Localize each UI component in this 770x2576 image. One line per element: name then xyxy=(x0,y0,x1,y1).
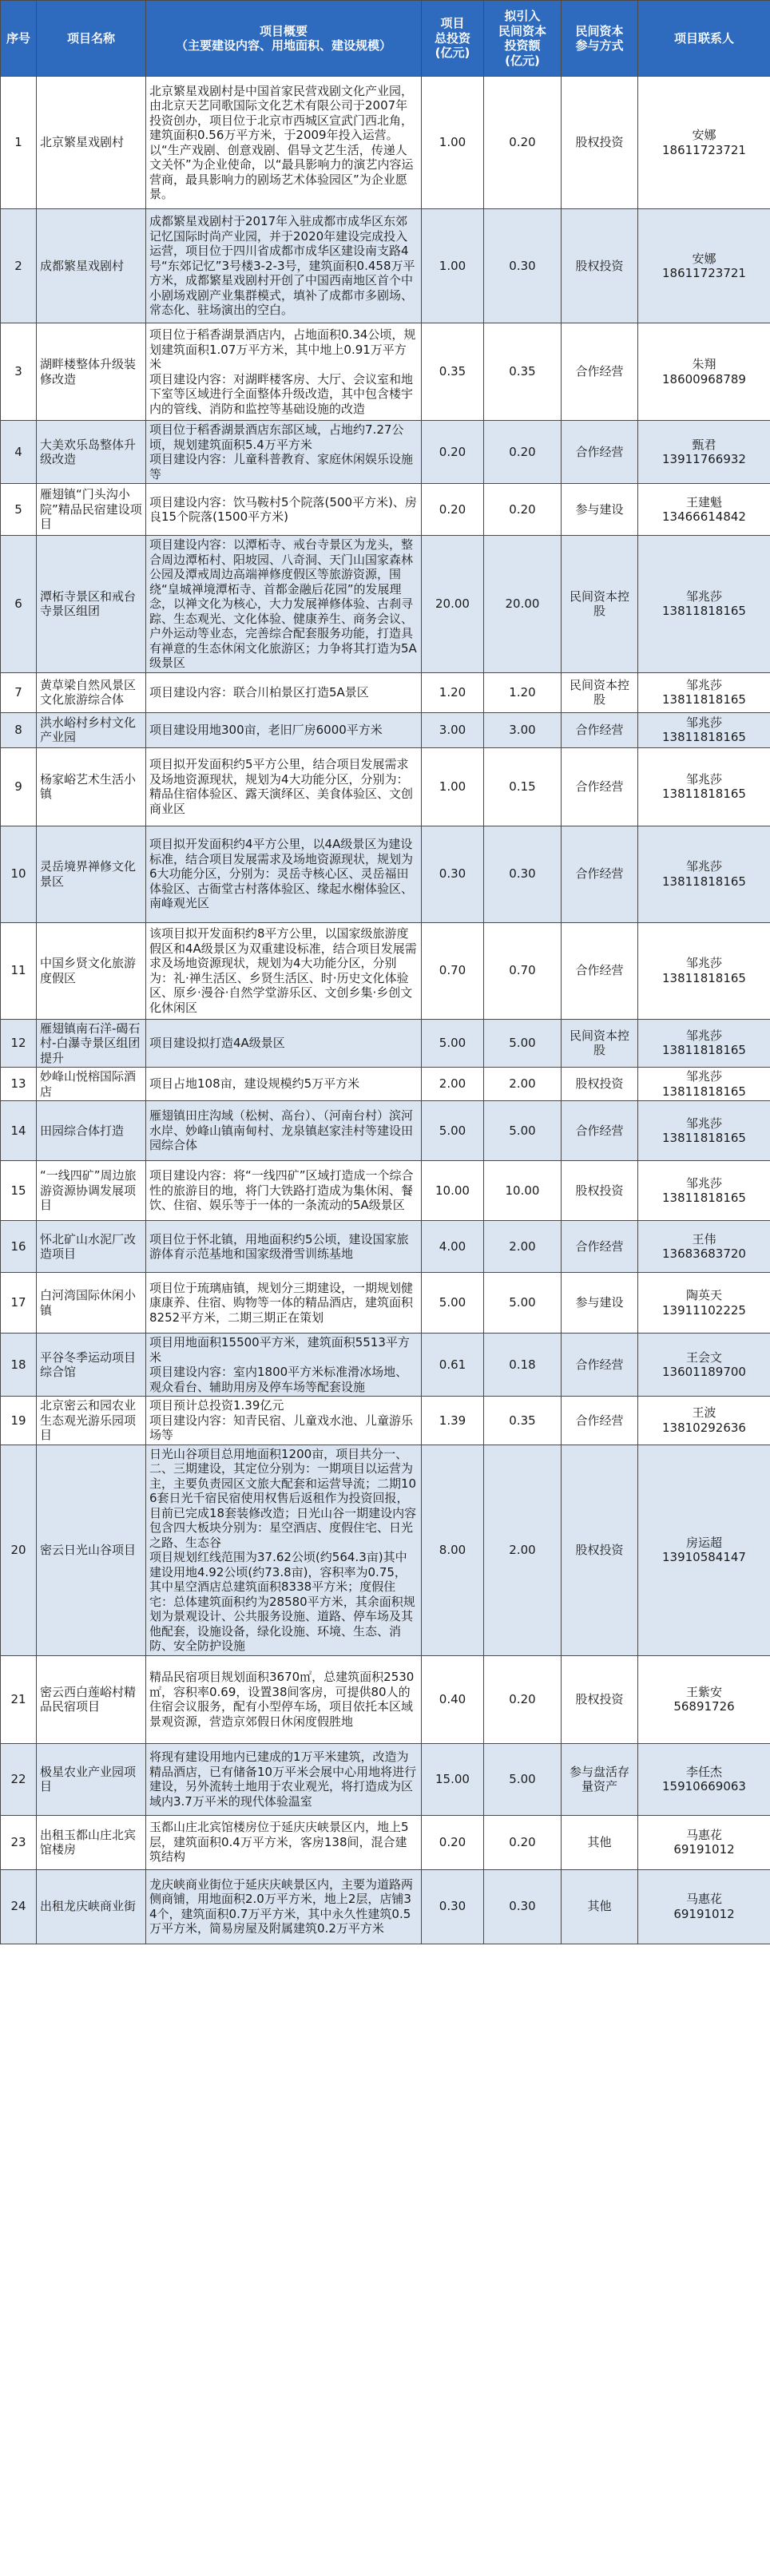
total-investment: 1.00 xyxy=(422,209,484,323)
total-investment: 0.70 xyxy=(422,922,484,1019)
project-name: 田园综合体打造 xyxy=(37,1101,146,1161)
contact-name: 甄君 xyxy=(692,437,716,452)
private-capital-amount: 1.20 xyxy=(484,672,562,712)
contact-name: 王紫安 xyxy=(685,1684,722,1699)
total-investment: 0.61 xyxy=(422,1334,484,1397)
row-number: 3 xyxy=(1,323,37,421)
table-row xyxy=(1,1221,770,1273)
contact-name: 邹兆莎 xyxy=(685,1028,722,1043)
contact-phone: 13683683720 xyxy=(662,1246,746,1261)
contact-name: 邹兆莎 xyxy=(685,859,722,874)
total-investment: 0.30 xyxy=(422,826,484,922)
header-row xyxy=(1,1,770,77)
contact-name: 邹兆莎 xyxy=(685,1069,722,1084)
participation-mode: 参与建设 xyxy=(562,484,638,536)
participation-mode: 合作经营 xyxy=(562,1101,638,1161)
contact-name: 房运超 xyxy=(685,1535,722,1550)
project-summary: 项目建设拟打造4A级景区 xyxy=(146,1019,422,1068)
participation-mode: 参与建设 xyxy=(562,1273,638,1334)
table-row xyxy=(1,747,770,826)
private-capital-amount: 0.70 xyxy=(484,922,562,1019)
contact-phone: 69191012 xyxy=(673,1906,735,1921)
header-name: 项目名称 xyxy=(37,1,146,77)
contact-person xyxy=(638,209,770,323)
project-name: 密云西白莲峪村精品民宿项目 xyxy=(37,1655,146,1743)
table-row xyxy=(1,421,770,484)
contact-phone: 13811818165 xyxy=(662,1191,746,1205)
private-capital-amount: 0.35 xyxy=(484,323,562,421)
project-summary: 该项目拟开发面积约8平方公里，以国家级旅游度假区和4A级景区为双重建设标准，结合项目发展需求及场地资源现状，规划为4大功能分区，分别为：礼·禅生活区、乡贤生活区、时·历史文化体验区、原乡·漫谷·自然学堂游乐区、文创乡集·乡创文化休闲区 xyxy=(146,922,422,1019)
participation-mode: 股权投资 xyxy=(562,1161,638,1221)
row-number: 13 xyxy=(1,1068,37,1101)
participation-mode: 民间资本控股 xyxy=(562,536,638,673)
total-investment: 1.00 xyxy=(422,77,484,209)
project-summary: 玉都山庄北宾馆楼房位于延庆庆峡景区内，地上5层，建筑面积0.4万平方米，客房138间，混合建筑结构 xyxy=(146,1815,422,1869)
contact-phone: 13601189700 xyxy=(662,1365,746,1379)
project-summary: 项目建设内容：饮马鞍村5个院落(500平方米)、房良15个院落(1500平方米) xyxy=(146,484,422,536)
contact-person xyxy=(638,1869,770,1944)
table-row xyxy=(1,712,770,747)
row-number: 4 xyxy=(1,421,37,484)
participation-mode: 合作经营 xyxy=(562,1397,638,1445)
project-summary: 项目建设用地300亩，老旧厂房6000平方米 xyxy=(146,712,422,747)
private-capital-amount: 20.00 xyxy=(484,536,562,673)
total-investment: 0.30 xyxy=(422,1869,484,1944)
contact-phone: 13811818165 xyxy=(662,1043,746,1058)
row-number: 11 xyxy=(1,922,37,1019)
table-row xyxy=(1,209,770,323)
total-investment: 0.20 xyxy=(422,1815,484,1869)
project-name: 杨家峪艺术生活小镇 xyxy=(37,747,146,826)
project-summary: 北京繁星戏剧村是中国首家民营戏剧文化产业园，由北京天艺同歌国际文化艺术有限公司于2007年投资创办，项目位于北京市西城区宣武门西北角，建筑面积0.56万平方米，于2009年投入运营。以“生产戏剧、创意戏剧、倡导文艺生活，传递人文关怀”为企业使命，以“最具影响力的演艺内容运营商，最具影响力的剧场艺术体验园区”为企业愿景。 xyxy=(146,77,422,209)
project-summary: 精品民宿项目规划面积3670㎡，总建筑面积2530㎡，容积率0.69，设置38间客房，可提供80人的住宿会议服务，配有小型停车场，项目依托本区域景观资源，营造京郊假日休闲度假胜地 xyxy=(146,1655,422,1743)
table-row xyxy=(1,922,770,1019)
project-summary: 项目位于稻香湖景酒店东部区域，占地约7.27公顷，规划建筑面积5.4万平方米 项目建设内容：儿童科普教育、家庭休闲娱乐设施等 xyxy=(146,421,422,484)
contact-phone: 13911102225 xyxy=(662,1302,746,1318)
contact-name: 安娜 xyxy=(692,128,716,142)
participation-mode: 合作经营 xyxy=(562,1334,638,1397)
total-investment: 1.00 xyxy=(422,747,484,826)
total-investment: 0.20 xyxy=(422,484,484,536)
project-name: 极星农业产业园项目 xyxy=(37,1743,146,1815)
project-name: “一线四矿”周边旅游资源协调发展项目 xyxy=(37,1161,146,1221)
project-name: 成都繁星戏剧村 xyxy=(37,209,146,323)
project-summary: 项目建设内容：联合川柏景区打造5A景区 xyxy=(146,672,422,712)
table-row xyxy=(1,1273,770,1334)
project-name: 潭柘寺景区和戒台寺景区组团 xyxy=(37,536,146,673)
total-investment: 1.20 xyxy=(422,672,484,712)
contact-phone: 13811818165 xyxy=(662,874,746,889)
contact-person xyxy=(638,747,770,826)
private-capital-amount: 0.30 xyxy=(484,209,562,323)
private-capital-amount: 2.00 xyxy=(484,1221,562,1273)
project-name: 湖畔楼整体升级装修改造 xyxy=(37,323,146,421)
contact-person xyxy=(638,77,770,209)
table-row xyxy=(1,1445,770,1655)
table-row xyxy=(1,1161,770,1221)
private-capital-amount: 0.20 xyxy=(484,421,562,484)
project-name: 出租玉都山庄北宾馆楼房 xyxy=(37,1815,146,1869)
contact-phone: 13811818165 xyxy=(662,730,746,744)
project-summary: 项目拟开发面积约5平方公里，结合项目发展需求及场地资源现状，规划为4大功能分区，分别为：精品住宿体验区、露天演绎区、美食体验区、文创商业区 xyxy=(146,747,422,826)
row-number: 5 xyxy=(1,484,37,536)
contact-name: 邹兆莎 xyxy=(685,771,722,787)
participation-mode: 股权投资 xyxy=(562,77,638,209)
contact-person xyxy=(638,672,770,712)
project-name: 出租龙庆峡商业街 xyxy=(37,1869,146,1944)
table-row xyxy=(1,826,770,922)
table-row xyxy=(1,1655,770,1743)
row-number: 12 xyxy=(1,1019,37,1068)
project-summary: 项目占地108亩，建设规模约5万平方米 xyxy=(146,1068,422,1101)
table-row xyxy=(1,77,770,209)
participation-mode: 参与盘活存量资产 xyxy=(562,1743,638,1815)
project-name: 大美欢乐岛整体升级改造 xyxy=(37,421,146,484)
total-investment: 3.00 xyxy=(422,712,484,747)
contact-name: 朱翔 xyxy=(692,357,716,371)
row-number: 10 xyxy=(1,826,37,922)
table-row xyxy=(1,1869,770,1944)
contact-name: 邹兆莎 xyxy=(685,715,722,730)
table-row xyxy=(1,1068,770,1101)
participation-mode: 其他 xyxy=(562,1815,638,1869)
total-investment: 0.40 xyxy=(422,1655,484,1743)
project-summary: 龙庆峡商业街位于延庆庆峡景区内，主要为道路两侧商铺，用地面积2.0万平方米，地上2层，店铺34个，建筑面积0.7万平方米，其中永久性建筑0.5万平方米，简易房屋及附属建筑0.2万平方米 xyxy=(146,1869,422,1944)
row-number: 24 xyxy=(1,1869,37,1944)
project-summary: 项目建设内容：以潭柘寺、戒台寺景区为龙头，整合周边潭柘村、阳坡园、八奇洞、天门山国家森林公园及潭戒周边高端禅修度假区等旅游资源，围绕“皇城禅境潭柘寺、首都金融后花园”的发展理念，以禅文化为核心，大力发展禅修体验、古刹寻踪、生态观光、文化体验、健康养生、商务会议、户外运动等业态，完善综合配套服务功能，打造具有禅意的生态休闲文化旅游区；力争将其打造为5A级景区 xyxy=(146,536,422,673)
table-row xyxy=(1,323,770,421)
contact-phone: 56891726 xyxy=(673,1699,735,1714)
private-capital-amount: 0.35 xyxy=(484,1397,562,1445)
contact-phone: 13811818165 xyxy=(662,604,746,619)
private-capital-amount: 0.20 xyxy=(484,77,562,209)
total-investment: 2.00 xyxy=(422,1068,484,1101)
row-number: 7 xyxy=(1,672,37,712)
total-investment: 0.35 xyxy=(422,323,484,421)
contact-phone: 13811818165 xyxy=(662,787,746,801)
contact-phone: 13910584147 xyxy=(662,1550,746,1564)
contact-name: 王波 xyxy=(692,1405,716,1421)
participation-mode: 股权投资 xyxy=(562,209,638,323)
participation-mode: 股权投资 xyxy=(562,1068,638,1101)
row-number: 17 xyxy=(1,1273,37,1334)
table-row xyxy=(1,484,770,536)
contact-person xyxy=(638,1655,770,1743)
private-capital-amount: 0.15 xyxy=(484,747,562,826)
participation-mode: 民间资本控股 xyxy=(562,672,638,712)
contact-phone: 18600968789 xyxy=(662,371,746,386)
contact-phone: 13466614842 xyxy=(662,509,746,524)
contact-person xyxy=(638,826,770,922)
participation-mode: 合作经营 xyxy=(562,421,638,484)
table-row xyxy=(1,1334,770,1397)
private-capital-amount: 0.20 xyxy=(484,1655,562,1743)
contact-person xyxy=(638,922,770,1019)
private-capital-amount: 0.20 xyxy=(484,484,562,536)
total-investment: 0.20 xyxy=(422,421,484,484)
row-number: 16 xyxy=(1,1221,37,1273)
row-number: 15 xyxy=(1,1161,37,1221)
row-number: 2 xyxy=(1,209,37,323)
participation-mode: 合作经营 xyxy=(562,922,638,1019)
row-number: 23 xyxy=(1,1815,37,1869)
participation-mode: 合作经营 xyxy=(562,747,638,826)
total-investment: 4.00 xyxy=(422,1221,484,1273)
private-capital-amount: 3.00 xyxy=(484,712,562,747)
row-number: 6 xyxy=(1,536,37,673)
private-capital-amount: 5.00 xyxy=(484,1743,562,1815)
participation-mode: 合作经营 xyxy=(562,826,638,922)
header-no: 序号 xyxy=(1,1,37,77)
private-capital-amount: 2.00 xyxy=(484,1068,562,1101)
participation-mode: 合作经营 xyxy=(562,323,638,421)
participation-mode: 民间资本控股 xyxy=(562,1019,638,1068)
contact-person xyxy=(638,1161,770,1221)
contact-phone: 13811818165 xyxy=(662,692,746,707)
project-name: 灵岳境界禅修文化景区 xyxy=(37,826,146,922)
contact-phone: 69191012 xyxy=(673,1842,735,1857)
contact-person xyxy=(638,536,770,673)
total-investment: 5.00 xyxy=(422,1273,484,1334)
header-investment: 项目 总投资 (亿元) xyxy=(422,1,484,77)
participation-mode: 股权投资 xyxy=(562,1445,638,1655)
total-investment: 10.00 xyxy=(422,1161,484,1221)
row-number: 8 xyxy=(1,712,37,747)
project-name: 北京密云和园农业生态观光游乐园项目 xyxy=(37,1397,146,1445)
table-row xyxy=(1,1019,770,1068)
contact-name: 王伟 xyxy=(692,1231,716,1246)
private-capital-amount: 2.00 xyxy=(484,1445,562,1655)
participation-mode: 其他 xyxy=(562,1869,638,1944)
contact-name: 安娜 xyxy=(692,251,716,266)
contact-name: 王建魁 xyxy=(685,494,722,509)
table-row xyxy=(1,1743,770,1815)
table-row xyxy=(1,672,770,712)
contact-phone: 13811818165 xyxy=(662,1084,746,1099)
row-number: 14 xyxy=(1,1101,37,1161)
participation-mode: 合作经营 xyxy=(562,1221,638,1273)
table-body xyxy=(1,77,770,1944)
project-name: 雁翅镇南石洋-碣石村-白瀑寺景区组团提升 xyxy=(37,1019,146,1068)
contact-name: 马惠花 xyxy=(685,1827,722,1842)
row-number: 9 xyxy=(1,747,37,826)
contact-phone: 13911766932 xyxy=(662,452,746,466)
total-investment: 20.00 xyxy=(422,536,484,673)
contact-name: 王会文 xyxy=(685,1349,722,1365)
total-investment: 15.00 xyxy=(422,1743,484,1815)
row-number: 21 xyxy=(1,1655,37,1743)
row-number: 22 xyxy=(1,1743,37,1815)
total-investment: 8.00 xyxy=(422,1445,484,1655)
contact-person xyxy=(638,1397,770,1445)
contact-person xyxy=(638,1068,770,1101)
contact-person xyxy=(638,1815,770,1869)
project-name: 中国乡贤文化旅游度假区 xyxy=(37,922,146,1019)
header-desc: 项目概要 （主要建设内容、用地面积、建设规模） xyxy=(146,1,422,77)
project-summary: 项目预计总投资1.39亿元 项目建设内容：知青民宿、儿童戏水池、儿童游乐场等 xyxy=(146,1397,422,1445)
project-summary: 成都繁星戏剧村于2017年入驻成都市成华区东郊记忆国际时尚产业园，并于2020年建设完成投入运营，项目位于四川省成都市成华区建设南支路4号“东郊记忆”3号楼3-2-3号，建筑面积0.458万平方米，成都繁星戏剧村开创了中国西南地区首个中小剧场戏剧产业集群模式，填补了成都市多剧场、常态化、驻场演出的空白。 xyxy=(146,209,422,323)
contact-person xyxy=(638,1019,770,1068)
contact-name: 邹兆莎 xyxy=(685,589,722,604)
contact-person xyxy=(638,323,770,421)
contact-name: 邹兆莎 xyxy=(685,677,722,692)
project-summary: 项目位于琉璃庙镇，规划分三期建设，一期规划健康康养、住宿、购物等一体的精品酒店，建筑面积8252平方米，二期三期正在策划 xyxy=(146,1273,422,1334)
project-name: 白河湾国际休闲小镇 xyxy=(37,1273,146,1334)
project-summary: 项目拟开发面积约4平方公里，以4A级景区为建设标准，结合项目发展需求及场地资源现状，规划为6大功能分区，分别为：灵岳寺核心区、灵岳福田体验区、古衙堂古村落体验区、缘起水榭体验区、南峰观光区 xyxy=(146,826,422,922)
contact-person xyxy=(638,1445,770,1655)
project-name: 密云日光山谷项目 xyxy=(37,1445,146,1655)
project-summary: 项目位于稻香湖景酒店内，占地面积0.34公顷，规划建筑面积1.07万平方米，其中地上0.91万平方米 项目建设内容：对湖畔楼客房、大厅、会议室和地下室等区域进行全面整体升级改造，其中包含楼宇内的管线、消防和监控等基础设施的改造 xyxy=(146,323,422,421)
contact-person xyxy=(638,1101,770,1161)
contact-person xyxy=(638,484,770,536)
contact-name: 陶英天 xyxy=(685,1288,722,1302)
contact-person xyxy=(638,1273,770,1334)
project-name: 雁翅镇“门头沟小院”精品民宿建设项目 xyxy=(37,484,146,536)
private-capital-amount: 10.00 xyxy=(484,1161,562,1221)
project-name: 平谷冬季运动项目综合馆 xyxy=(37,1334,146,1397)
contact-phone: 18611723721 xyxy=(662,266,746,280)
project-name: 妙峰山悦榕国际酒店 xyxy=(37,1068,146,1101)
contact-phone: 15910669063 xyxy=(662,1779,746,1793)
contact-person xyxy=(638,421,770,484)
total-investment: 5.00 xyxy=(422,1019,484,1068)
contact-phone: 13811818165 xyxy=(662,970,746,985)
contact-name: 邹兆莎 xyxy=(685,1116,722,1131)
participation-mode: 股权投资 xyxy=(562,1655,638,1743)
contact-name: 邹兆莎 xyxy=(685,956,722,970)
contact-person xyxy=(638,1221,770,1273)
header-participation-mode: 民间资本 参与方式 xyxy=(562,1,638,77)
private-capital-amount: 0.20 xyxy=(484,1815,562,1869)
table-row xyxy=(1,1101,770,1161)
table-row xyxy=(1,536,770,673)
contact-person xyxy=(638,712,770,747)
project-name: 怀北矿山水泥厂改造项目 xyxy=(37,1221,146,1273)
project-summary: 项目建设内容：将“一线四矿”区域打造成一个综合性的旅游目的地，将门大铁路打造成为集休闲、餐饮、住宿、娱乐等于一体的一条流动的5A级景区 xyxy=(146,1161,422,1221)
project-summary: 将现有建设用地内已建成的1万平米建筑，改造为精品酒店，已有储备10万平米会展中心用地将进行建设，另外流转土地用于农业观光，将打造成为区域内3.7万平米的现代体验温室 xyxy=(146,1743,422,1815)
project-summary: 项目位于怀北镇，用地面积约5公顷，建设国家旅游体育示范基地和国家级滑雪训练基地 xyxy=(146,1221,422,1273)
project-summary: 日光山谷项目总用地面积1200亩，项目共分一、二、三期建设，其定位分别为：一期项目以运营为主，主要负责园区文旅大配套和运营导流；二期106套日光千宿民宿使用权售后返租作为投资回报，目前已完成18套装修改造；日光山谷一期建设内容包含四大板块分别为：星空酒店、度假住宅、日光之路、生态谷 项目规划红线范围为37.62公顷(约564.3亩)其中建设用地4.92公顷(约73.8亩)，容积率为0.75，其中星空酒店总建筑面积8338平方米；度假住宅：总体建筑面积约为28580平方米，其余面积规划为景观设计、公共服务设施、道路、停车场及其他配套，设施设备，绿化设施、环境、生态、消防、安全防护设施 xyxy=(146,1445,422,1655)
private-capital-amount: 5.00 xyxy=(484,1019,562,1068)
private-capital-amount: 0.30 xyxy=(484,826,562,922)
project-summary: 项目用地面积15500平方米，建筑面积5513平方米 项目建设内容：室内1800平方米标准滑冰场地、观众看台、辅助用房及停车场等配套设施 xyxy=(146,1334,422,1397)
contact-name: 邹兆莎 xyxy=(685,1175,722,1191)
total-investment: 1.39 xyxy=(422,1397,484,1445)
contact-person xyxy=(638,1743,770,1815)
total-investment: 5.00 xyxy=(422,1101,484,1161)
row-number: 19 xyxy=(1,1397,37,1445)
header-private-capital: 拟引入 民间资本 投资额 (亿元) xyxy=(484,1,562,77)
contact-name: 马惠花 xyxy=(685,1892,722,1906)
project-name: 北京繁星戏剧村 xyxy=(37,77,146,209)
table-row xyxy=(1,1815,770,1869)
contact-name: 李任杰 xyxy=(685,1764,722,1779)
private-capital-amount: 0.30 xyxy=(484,1869,562,1944)
project-name: 黄草梁自然风景区文化旅游综合体 xyxy=(37,672,146,712)
table-row xyxy=(1,1397,770,1445)
row-number: 18 xyxy=(1,1334,37,1397)
contact-person xyxy=(638,1334,770,1397)
contact-phone: 13810292636 xyxy=(662,1420,746,1435)
project-summary: 雁翅镇田庄沟域（松树、高台）、（河南台村）滨河水岸、妙峰山镇南甸村、龙泉镇赵家洼村等建设田园综合体 xyxy=(146,1101,422,1161)
contact-phone: 13811818165 xyxy=(662,1131,746,1145)
participation-mode: 合作经营 xyxy=(562,712,638,747)
header-contact: 项目联系人 xyxy=(638,1,770,77)
row-number: 20 xyxy=(1,1445,37,1655)
private-capital-amount: 5.00 xyxy=(484,1273,562,1334)
private-capital-amount: 0.18 xyxy=(484,1334,562,1397)
project-name: 洪水峪村乡村文化产业园 xyxy=(37,712,146,747)
contact-phone: 18611723721 xyxy=(662,142,746,157)
private-capital-amount: 5.00 xyxy=(484,1101,562,1161)
row-number: 1 xyxy=(1,77,37,209)
